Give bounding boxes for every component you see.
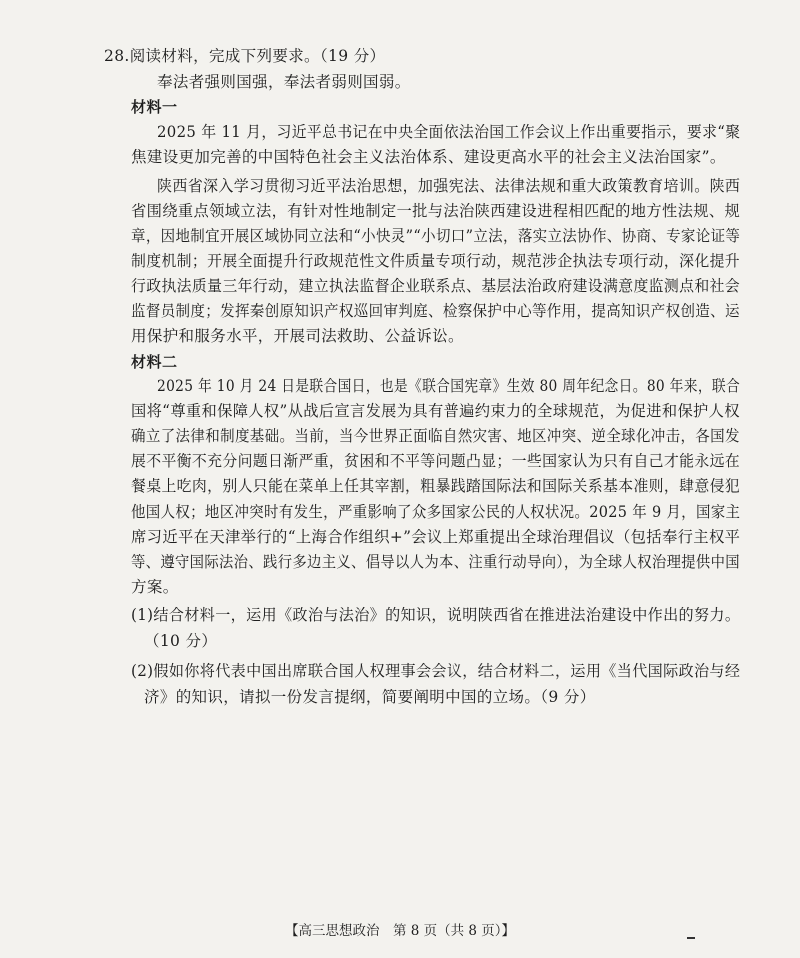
task2-prompt: (2)假如你将代表中国出席联合国人权理事会会议，结合材料二，运用《当代国际政治与经 — [131, 662, 741, 680]
material2-line: 确立了法律和制度基础。当前，当今世界正面临自然灾害、地区冲突、逆全球化冲击，各国发 — [131, 427, 740, 445]
task1-points: （10 分） — [144, 632, 218, 650]
material2-line: 餐桌上吃肉，别人只能在菜单上任其宰割，粗暴践踏国际法和国际关系基本准则，肆意侵犯 — [131, 477, 741, 495]
material1-line: 陕西省深入学习贯彻习近平法治思想，加强宪法、法律法规和重大政策教育培训。陕西 — [157, 177, 741, 195]
material1-line: 省围绕重点领域立法，有针对性地制定一批与法治陕西建设进程相匹配的地方性法规、规 — [131, 202, 741, 220]
corner-mark — [687, 937, 695, 939]
material2-line: 他国人权；地区冲突时有发生，严重影响了众多国家公民的人权状况。2025 年 9 月，国家主 — [131, 503, 741, 521]
material1-line: 监督员制度；发挥秦创原知识产权巡回审判庭、检察保护中心等作用，提高知识产权创造、运 — [131, 302, 740, 320]
material2-line: 席习近平在天津举行的“上海合作组织+”会议上郑重提出全球治理倡议（包括奉行主权平 — [131, 528, 741, 546]
material2-line: 方案。 — [131, 578, 179, 596]
question-quote: 奉法者强则国强，奉法者弱则国弱。 — [157, 73, 411, 91]
material1-line: 制度机制；开展全面提升行政规范性文件质量专项行动，规范涉企执法专项行动，深化提升 — [131, 252, 741, 270]
material2-line: 展不平衡不充分问题日渐严重，贫困和不平等问题凸显；一些国家认为只有自己才能永远在 — [131, 452, 741, 470]
material1-line: 行政执法质量三年行动，建立执法监督企业联系点、基层法治政府建设满意度监测点和社会 — [131, 277, 741, 295]
task1-prompt: (1)结合材料一，运用《政治与法治》的知识，说明陕西省在推进法治建设中作出的努力。 — [131, 606, 741, 624]
material2-line: 2025 年 10 月 24 日是联合国日，也是《联合国宪章》生效 80 周年纪念日。80 年来，联合 — [157, 377, 741, 395]
material1-line: 章，因地制宜开展区域协同立法和“小快灵”“小切口”立法，落实立法协作、协商、专家论证等 — [131, 227, 741, 245]
material2-title: 材料二 — [131, 353, 178, 371]
task2-prompt-continued: 济》的知识，请拟一份发言提纲，简要阐明中国的立场。（9 分） — [144, 688, 596, 706]
material1-line: 焦建设更加完善的中国特色社会主义法治体系、建设更高水平的社会主义法治国家”。 — [131, 148, 726, 166]
material1-title: 材料一 — [131, 98, 178, 116]
material1-line: 用保护和服务水平，开展司法救助、公益诉讼。 — [131, 327, 464, 345]
material2-line: 等、遵守国际法治、践行多边主义、倡导以人为本、注重行动导向），为全球人权治理提供中国 — [131, 553, 740, 571]
material1-line: 2025 年 11 月，习近平总书记在中央全面依法治国工作会议上作出重要指示，要求“聚 — [157, 123, 741, 141]
question-header: 28.阅读材料，完成下列要求。（19 分） — [104, 47, 386, 65]
material2-line: 国将“尊重和保障人权”从战后宣言发展为具有普遍约束力的全球规范，为促进和保护人权 — [131, 402, 740, 420]
page-footer: 【高三思想政治 第 8 页（共 8 页）】 — [284, 923, 516, 939]
